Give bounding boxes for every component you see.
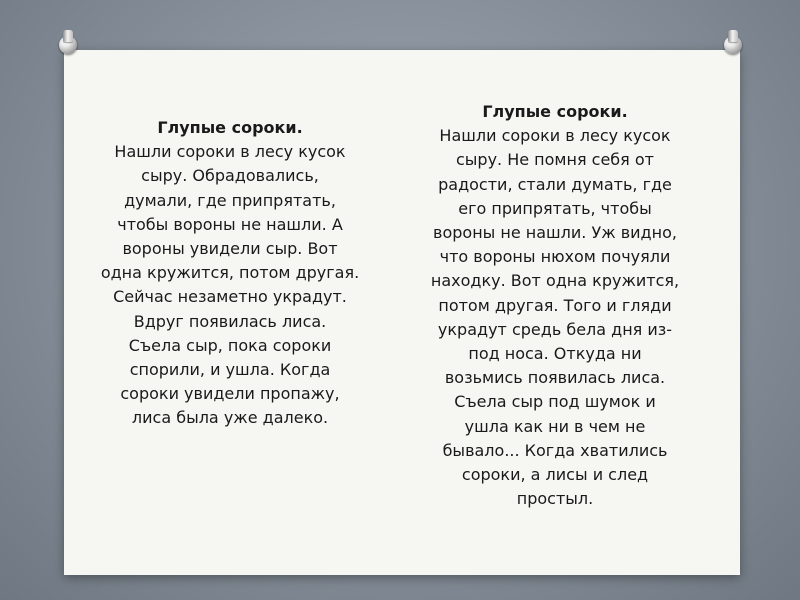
story-line: Нашли сороки в лесу кусок [439, 126, 671, 146]
story-line: Нашли сороки в лесу кусок [114, 142, 346, 162]
story-line: сыру. Не помня себя от [455, 150, 654, 170]
story-line: под носа. Откуда ни [468, 344, 642, 364]
story-line: ушла как ни в чем не [464, 416, 646, 436]
story-line: Съела сыр под шумок и [454, 392, 656, 412]
story-line: находку. Вот одна кружится, [430, 271, 680, 291]
story-line: спорили, и ушла. Когда [129, 360, 331, 380]
story-line: что вороны нюхом почуяли [439, 247, 671, 267]
pushpin-icon [57, 36, 79, 62]
story-line: потом другая. Того и гляди [438, 295, 672, 315]
story-line: вороны не нашли. Уж видно, [433, 223, 677, 243]
story-line: лиса была уже далеко. [131, 408, 329, 428]
story-line: Сейчас незаметно украдут. [113, 287, 347, 307]
story-line: возьмись появилась лиса. [444, 368, 666, 388]
pushpin-icon [722, 36, 744, 62]
story-title: Глупые сороки. [157, 118, 303, 137]
story-line: бывало... Когда хватились [442, 440, 668, 460]
story-title: Глупые сороки. [482, 102, 628, 121]
story-line: сыру. Обрадовались, [141, 166, 319, 186]
story-line: Съела сыр, пока сороки [128, 335, 332, 355]
right-story [400, 100, 710, 511]
story-line: украдут средь бела дня из- [437, 319, 673, 339]
story-line: чтобы вороны не нашли. А [117, 214, 343, 234]
story-line: сороки увидели пропажу, [120, 384, 340, 404]
left-story [80, 116, 380, 431]
story-line: одна кружится, потом другая. [100, 263, 360, 283]
story-line: Вдруг появилась лиса. [133, 311, 327, 331]
story-line: простыл. [516, 489, 594, 509]
story-line: думали, где припрятать, [124, 190, 336, 210]
story-line: вороны увидели сыр. Вот [122, 239, 338, 259]
story-line: сороки, а лисы и след [461, 465, 649, 485]
story-line: его припрятать, чтобы [458, 198, 652, 218]
story-line: радости, стали думать, где [438, 174, 672, 194]
